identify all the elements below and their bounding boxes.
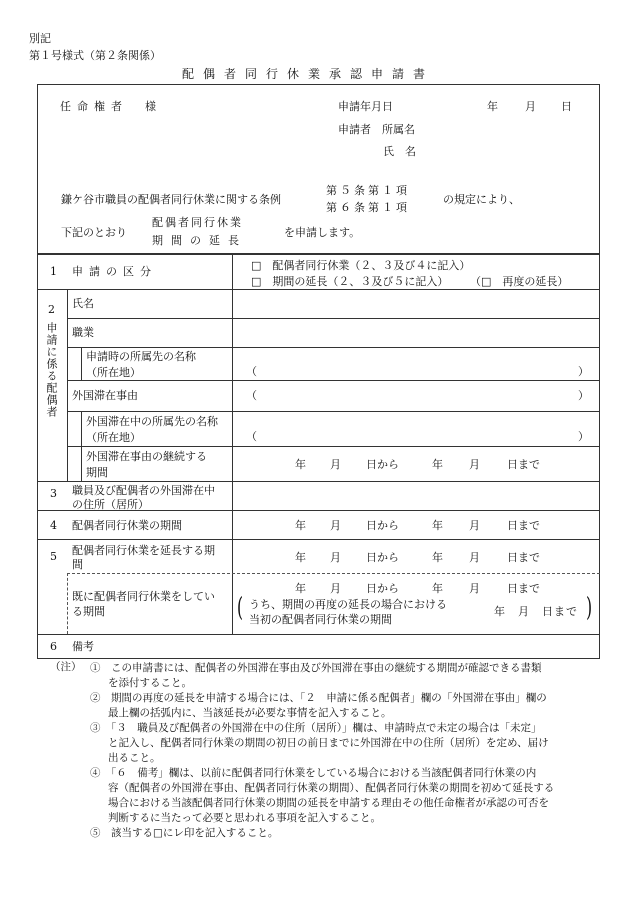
row-divider — [37, 481, 600, 482]
row-divider — [67, 347, 600, 348]
form-number: 第１号様式（第２条関係） — [29, 49, 161, 62]
note-4-line-2: 容（配偶者の外国滞在事由、配偶者同行休業の期間）、配偶者同行休業の期間を初めて延長する — [108, 782, 555, 794]
period-year: 年 — [432, 551, 443, 564]
period-month: 月 — [330, 519, 341, 532]
period-year: 年 — [295, 551, 306, 564]
note-4-line-1: ④ 「６ 備考」欄は、以前に配偶者同行休業をしている場合における当該配偶者同行休業の内 — [90, 767, 537, 779]
row5b-label-2: る期間 — [72, 605, 105, 618]
row5-label: 配偶者同行休業を延長する期 — [72, 544, 215, 557]
note-3-line-3: 出ること。 — [108, 752, 161, 764]
row-divider — [37, 289, 600, 290]
period-year: 年 — [295, 519, 306, 532]
abroad-period-label: 外国滞在事由の継続する — [86, 450, 207, 463]
name-label: 氏 名 — [383, 145, 416, 158]
row2-vertical-label: 申請に係る配偶者 — [45, 322, 58, 418]
note-3-line-1: ③ 「３ 職員及び配偶者の外国滞在中の住所（居所）」欄は、申請時点で未定の場合は「未定」 — [90, 722, 542, 734]
row5-label-2: 間 — [72, 558, 83, 571]
initial-period-note-2: 当初の配偶者同行休業の期間 — [249, 613, 392, 626]
period-from: 日から — [366, 582, 399, 595]
date-month: 月 — [525, 100, 536, 113]
column-divider — [232, 254, 233, 634]
period-month: 月 — [330, 582, 341, 595]
row1-option-extension[interactable]: □ 期間の延長（２、３及び５に記入） — [251, 275, 449, 288]
spouse-name-label: 氏名 — [72, 297, 94, 310]
spouse-affiliation-label: 申請時の所属先の名称 — [86, 350, 196, 363]
paren-open: （ — [246, 365, 257, 378]
period-month: 月 — [469, 582, 480, 595]
spouse-affiliation-location: （所在地） — [86, 366, 141, 379]
row1-label: 申請の区分 — [72, 265, 157, 278]
row6-number: 6 — [50, 640, 57, 653]
dept-label: 申請者 所属名 — [338, 123, 415, 136]
row6-label: 備考 — [72, 640, 94, 653]
initial-period-end: 年 月 日まで — [494, 605, 578, 618]
period-year: 年 — [295, 458, 306, 471]
note-1-line-2: を添付すること。 — [108, 677, 192, 689]
abroad-affiliation-location: （所在地） — [86, 431, 141, 444]
period-month: 月 — [330, 458, 341, 471]
option-extension: 期間の延長 — [152, 234, 247, 247]
paren-close: ） — [578, 365, 589, 378]
note-5: ⑤ 該当する□にレ印を記入すること。 — [90, 827, 279, 839]
row1-option-leave[interactable]: □ 配偶者同行休業（２、３及び４に記入） — [251, 259, 471, 272]
row3-number: 3 — [50, 487, 57, 500]
sub-indent-line — [81, 347, 82, 380]
dashed-divider — [67, 573, 68, 634]
row5-number: 5 — [50, 550, 57, 563]
dashed-divider — [67, 573, 600, 574]
row1-option-reextension[interactable]: （□ 再度の延長） — [470, 275, 569, 288]
option-companion-leave: 配偶者同行休業 — [152, 216, 243, 229]
period-to: 日まで — [507, 551, 540, 564]
period-to: 日まで — [507, 519, 540, 532]
period-year: 年 — [432, 519, 443, 532]
notes-prefix: （注） — [50, 661, 82, 673]
initial-period-note: うち、期間の再度の延長の場合における — [249, 598, 447, 611]
date-day: 日 — [561, 100, 572, 113]
row2-number: 2 — [48, 303, 55, 316]
sub-indent-line — [81, 411, 82, 481]
row-divider — [67, 318, 600, 319]
row3-label: 職員及び配偶者の外国滞在中 — [72, 484, 215, 497]
period-year: 年 — [432, 582, 443, 595]
row-divider — [37, 634, 600, 635]
abroad-affiliation-label: 外国滞在中の所属先の名称 — [86, 415, 218, 428]
period-from: 日から — [366, 519, 399, 532]
spouse-job-label: 職業 — [72, 326, 94, 339]
row4-number: 4 — [50, 519, 57, 532]
abroad-reason-label: 外国滞在事由 — [72, 389, 138, 402]
annex-label: 別記 — [29, 32, 51, 45]
notes-block — [90, 661, 600, 841]
period-to: 日まで — [507, 458, 540, 471]
note-1-line-1: ① この申請書には、配偶者の外国滞在事由及び外国滞在事由の継続する期間が確認できる書類 — [90, 662, 542, 674]
period-to: 日まで — [507, 582, 540, 595]
period-month: 月 — [469, 551, 480, 564]
bracket-open: ( — [237, 593, 244, 623]
row-divider — [37, 539, 600, 540]
paren-close: ） — [578, 389, 589, 402]
row-divider — [67, 446, 600, 447]
addressee: 任命権者 様 — [60, 100, 162, 113]
row5b-label: 既に配偶者同行休業をしてい — [72, 590, 215, 603]
note-2-line-2: 最上欄の括弧内に、当該延長が必要な事情を記入すること。 — [108, 707, 392, 719]
bracket-close: ) — [586, 593, 593, 623]
row-divider — [67, 411, 600, 412]
abroad-period-label-2: 期間 — [86, 466, 108, 479]
note-3-line-2: と記入し、配偶者同行休業の期間の初日の前日までに外国滞在中の住所（居所）を定め、届け — [108, 737, 549, 749]
period-from: 日から — [366, 458, 399, 471]
period-month: 月 — [469, 519, 480, 532]
period-year: 年 — [295, 582, 306, 595]
period-month: 月 — [469, 458, 480, 471]
page-title: 配偶者同行休業承認申請書 — [182, 67, 435, 81]
period-from: 日から — [366, 551, 399, 564]
note-4-line-3: 場合における当該配偶者同行休業の期間の延長を申請する理由その他任命権者が承認の可否を — [108, 797, 549, 809]
paren-close: ） — [578, 430, 589, 443]
row2-divider — [67, 289, 68, 481]
ordinance-name: 鎌ケ谷市職員の配偶者同行休業に関する条例 — [61, 193, 281, 206]
article-6: 第６条第１項 — [326, 201, 410, 214]
date-label: 申請年月日 — [338, 100, 393, 113]
note-2-line-1: ② 期間の再度の延長を申請する場合には、「２ 申請に係る配偶者」欄の「外国滞在事由」欄の — [90, 692, 547, 704]
row4-label: 配偶者同行休業の期間 — [72, 519, 182, 532]
date-year: 年 — [487, 100, 498, 113]
row3-label-2: の住所（居所） — [72, 498, 149, 511]
row-divider — [67, 380, 600, 381]
period-month: 月 — [330, 551, 341, 564]
provision-text: の規定により、 — [443, 193, 520, 206]
row1-number: 1 — [50, 265, 57, 278]
article-5: 第５条第１項 — [326, 184, 410, 197]
apply-text: を申請します。 — [284, 226, 361, 239]
period-year: 年 — [432, 458, 443, 471]
paren-open: （ — [246, 430, 257, 443]
note-4-line-4: 判断するに当たって必要と思われる事項を記入すること。 — [108, 812, 381, 824]
paren-open: （ — [246, 389, 257, 402]
following-text: 下記のとおり — [61, 226, 127, 239]
